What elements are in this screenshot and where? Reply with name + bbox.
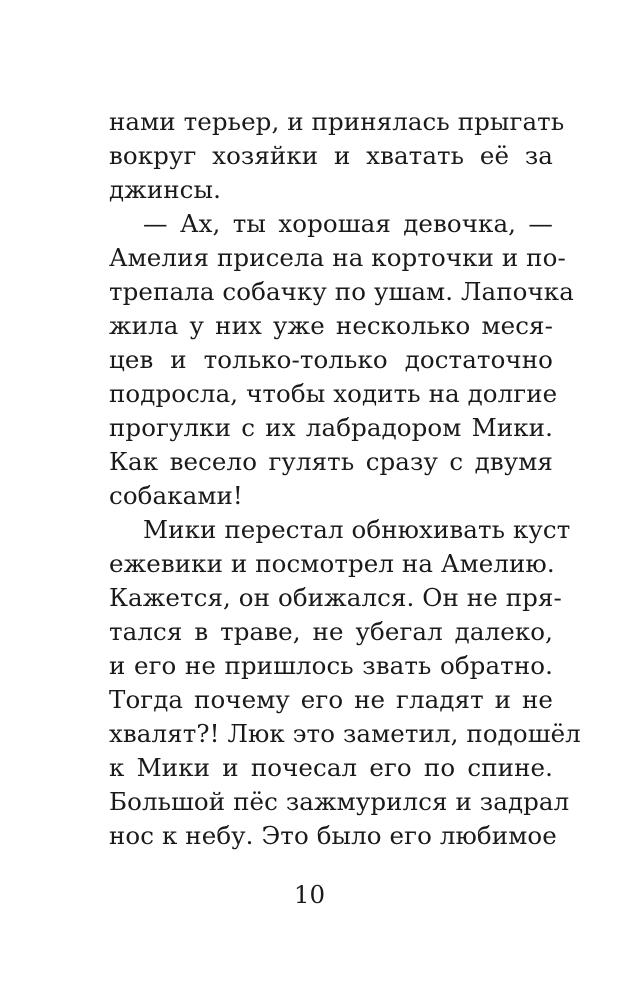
text-line: Как весело гулять сразу с двумя: [109, 447, 553, 476]
text-line: Большой пёс зажмурился и задрал: [109, 787, 570, 816]
text-line: подросла, чтобы ходить на долгие: [109, 379, 558, 408]
text-line: Тогда почему его не гладят и не: [109, 685, 553, 714]
text-line: прогулки с их лабрадором Мики.: [109, 413, 553, 442]
text-line: собаками!: [109, 481, 243, 510]
text-line: — Ах, ты хорошая девочка, —: [143, 209, 553, 238]
text-line: Амелия присела на корточки и по-: [109, 243, 566, 272]
text-line: вокруг хозяйки и хватать её за: [109, 141, 553, 170]
text-line: джинсы.: [109, 175, 221, 204]
text-line: нами терьер, и принялась прыгать: [109, 107, 565, 136]
text-line: нос к небу. Это было его любимое: [109, 821, 557, 850]
text-line: тался в траве, не убегал далеко,: [109, 617, 553, 646]
text-line: Мики перестал обнюхивать куст: [143, 515, 571, 544]
text-line: к Мики и почесал его по спине.: [109, 753, 553, 782]
text-line: и его не пришлось звать обратно.: [109, 651, 553, 680]
text-line: жила у них уже несколько меся-: [109, 311, 553, 340]
page-number: 10: [293, 880, 326, 909]
text-line: ежевики и посмотрел на Амелию.: [109, 549, 555, 578]
text-line: трепала собачку по ушам. Лапочка: [109, 277, 574, 306]
text-line: Кажется, он обижался. Он не пря-: [109, 583, 562, 612]
text-line: цев и только-только достаточно: [109, 345, 553, 374]
text-line: хвалят?! Люк это заметил, подошёл: [109, 719, 581, 748]
